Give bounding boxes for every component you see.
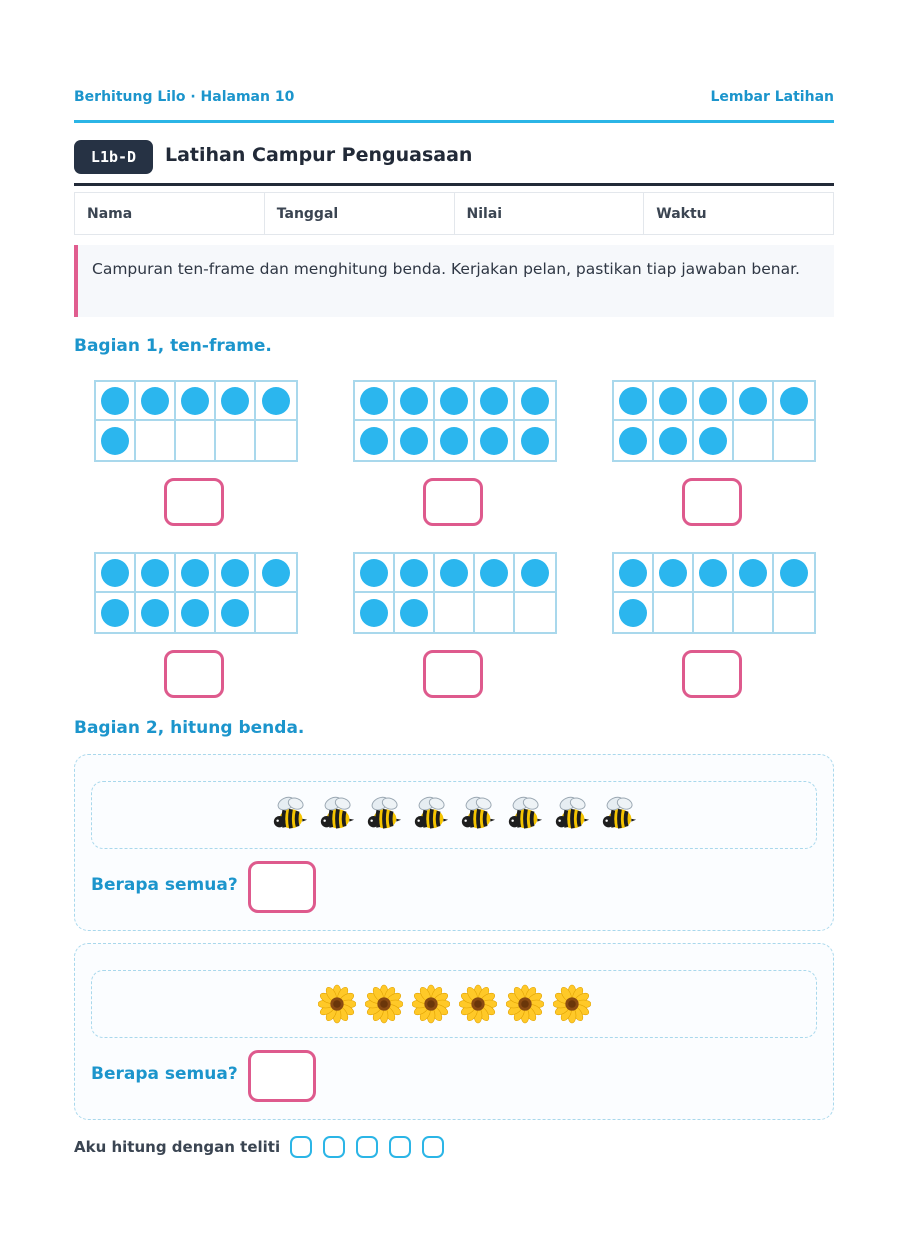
counter-dot (619, 559, 647, 587)
bee-icon (318, 795, 356, 835)
ten-frame-cell (435, 421, 475, 460)
ten-frame-cell (216, 421, 256, 460)
counter-dot (181, 559, 209, 587)
counter-dot (739, 387, 767, 415)
counter-dot (181, 599, 209, 627)
counter-dot (440, 559, 468, 587)
ten-frame-cell (96, 554, 136, 593)
answer-box-bees[interactable] (248, 861, 316, 913)
bee-icon (271, 795, 309, 835)
page-title: Latihan Campur Penguasaan (165, 144, 473, 166)
bee-icon (553, 795, 591, 835)
counter-dot (360, 427, 388, 455)
counter-dot (400, 599, 428, 627)
self-check-row (74, 1134, 455, 1160)
part2-title: Bagian 2, hitung benda. (74, 718, 305, 738)
ten-frame-cell (435, 382, 475, 421)
counter-dot (181, 387, 209, 415)
self-check-label: Aku hitung dengan teliti (74, 1138, 281, 1156)
ten-frame-answer-box[interactable] (164, 650, 224, 698)
ten-frame-cell (395, 421, 435, 460)
title-row (74, 140, 834, 186)
self-check-box[interactable] (422, 1136, 444, 1158)
ten-frame-cell (774, 554, 814, 593)
bee-icon (365, 795, 403, 835)
ten-frame-cell (176, 593, 216, 632)
counter-dot (699, 427, 727, 455)
ten-frame-item (612, 380, 816, 530)
ten-frame-cell (395, 593, 435, 632)
ten-frame-cell (694, 554, 734, 593)
counter-dot (101, 427, 129, 455)
ten-frame-cell (256, 382, 296, 421)
ten-frame-item (612, 552, 816, 702)
counter-dot (360, 599, 388, 627)
counter-dot (141, 559, 169, 587)
page-header (74, 88, 834, 123)
counter-dot (659, 427, 687, 455)
ten-frame-answer-box[interactable] (164, 478, 224, 526)
ten-frame-item (353, 552, 557, 702)
counter-dot (659, 387, 687, 415)
counter-dot (780, 387, 808, 415)
counter-dot (262, 559, 290, 587)
bee-icon (459, 795, 497, 835)
ten-frame-cell (475, 593, 515, 632)
ten-frame (94, 552, 298, 634)
ten-frame-cell (96, 421, 136, 460)
brand-label: Berhitung Lilo · Halaman 10 (74, 89, 295, 105)
counter-dot (101, 559, 129, 587)
ten-frame-cell (256, 554, 296, 593)
ten-frame-cell (475, 421, 515, 460)
ten-frame-cell (136, 593, 176, 632)
student-info-fields (74, 192, 834, 235)
ten-frame-cell (734, 593, 774, 632)
counter-dot (221, 599, 249, 627)
counter-dot (440, 427, 468, 455)
sunflower-icon (318, 984, 356, 1024)
ten-frame-cell (515, 382, 555, 421)
sunflower-icon (365, 984, 403, 1024)
answer-box-flowers[interactable] (248, 1050, 316, 1102)
ten-frame-cell (136, 421, 176, 460)
ten-frame-cell (654, 382, 694, 421)
ten-frame-cell (734, 382, 774, 421)
ten-frame-cell (475, 554, 515, 593)
counter-dot (480, 427, 508, 455)
counter-dot (480, 387, 508, 415)
ten-frame-cell (614, 382, 654, 421)
counter-dot (221, 559, 249, 587)
counter-dot (619, 599, 647, 627)
sheet-type-label: Lembar Latihan (710, 89, 834, 105)
counter-dot (699, 559, 727, 587)
self-check-box[interactable] (356, 1136, 378, 1158)
counter-dot (619, 387, 647, 415)
ten-frame-cell (395, 382, 435, 421)
sunflower-icon (412, 984, 450, 1024)
ten-frame-cell (774, 382, 814, 421)
score-field[interactable]: Nilai (455, 193, 645, 234)
ten-frame-answer-box[interactable] (423, 478, 483, 526)
counter-dot (400, 559, 428, 587)
counter-dot (141, 387, 169, 415)
self-check-box[interactable] (290, 1136, 312, 1158)
counter-dot (739, 559, 767, 587)
flower-objects-strip (91, 970, 817, 1038)
count-panel-flowers (74, 943, 834, 1120)
ten-frame-cell (176, 554, 216, 593)
ten-frame-cell (654, 554, 694, 593)
ten-frame-cell (395, 554, 435, 593)
bee-icon (600, 795, 638, 835)
ten-frame-cell (256, 593, 296, 632)
ten-frame-cell (216, 382, 256, 421)
ten-frame-cell (355, 554, 395, 593)
ten-frame-cell (694, 593, 734, 632)
counter-dot (521, 427, 549, 455)
counter-dot (141, 599, 169, 627)
counter-dot (521, 559, 549, 587)
counter-dot (480, 559, 508, 587)
ten-frame-cell (435, 593, 475, 632)
bee-icon (412, 795, 450, 835)
ten-frame-cell (355, 382, 395, 421)
ten-frame (353, 552, 557, 634)
name-field[interactable]: Nama (75, 193, 265, 234)
sunflower-icon (553, 984, 591, 1024)
ten-frame-cell (355, 593, 395, 632)
ten-frame-answer-box[interactable] (682, 478, 742, 526)
counter-dot (101, 599, 129, 627)
question-label: Berapa semua? (91, 1064, 238, 1084)
ten-frame-answer-box[interactable] (682, 650, 742, 698)
ten-frame (612, 380, 816, 462)
ten-frame-item (94, 380, 298, 530)
ten-frame-answer-box[interactable] (423, 650, 483, 698)
ten-frame-cell (256, 421, 296, 460)
self-check-box[interactable] (323, 1136, 345, 1158)
ten-frame-cell (774, 421, 814, 460)
ten-frame-cell (654, 421, 694, 460)
ten-frame (94, 380, 298, 462)
ten-frame-cell (435, 554, 475, 593)
counter-dot (699, 387, 727, 415)
counter-dot (619, 427, 647, 455)
counter-dot (262, 387, 290, 415)
ten-frame-cell (176, 382, 216, 421)
counter-dot (221, 387, 249, 415)
ten-frame-cell (694, 421, 734, 460)
ten-frame-cell (515, 554, 555, 593)
ten-frame-cell (774, 593, 814, 632)
ten-frame-item (353, 380, 557, 530)
count-panel-bees (74, 754, 834, 931)
counter-dot (780, 559, 808, 587)
bee-icon (506, 795, 544, 835)
sunflower-icon (506, 984, 544, 1024)
counter-dot (400, 427, 428, 455)
ten-frame-item (94, 552, 298, 702)
self-check-box[interactable] (389, 1136, 411, 1158)
ten-frame-cell (694, 382, 734, 421)
self-check-boxes (290, 1136, 455, 1158)
ten-frame-cell (654, 593, 694, 632)
ten-frame-cell (515, 421, 555, 460)
time-field[interactable]: Waktu (656, 206, 707, 222)
ten-frame-cell (96, 593, 136, 632)
ten-frame-cell (355, 421, 395, 460)
ten-frame-cell (176, 421, 216, 460)
counter-dot (400, 387, 428, 415)
ten-frame-cell (96, 382, 136, 421)
counter-dot (360, 387, 388, 415)
instruction-text: Campuran ten-frame dan menghitung benda. Kerjakan pelan, pastikan tiap jawaban benar. (74, 245, 834, 317)
counter-dot (659, 559, 687, 587)
bee-objects-strip (91, 781, 817, 849)
counter-dot (101, 387, 129, 415)
ten-frame-cell (136, 382, 176, 421)
ten-frame-cell (216, 593, 256, 632)
counter-dot (440, 387, 468, 415)
ten-frame-cell (614, 593, 654, 632)
ten-frame-cell (614, 554, 654, 593)
ten-frame (353, 380, 557, 462)
ten-frame-cell (614, 421, 654, 460)
date-field[interactable]: Tanggal (265, 193, 455, 234)
ten-frame-cell (515, 593, 555, 632)
sunflower-icon (459, 984, 497, 1024)
ten-frame-cell (734, 421, 774, 460)
ten-frame-cell (734, 554, 774, 593)
lesson-code-badge: L1b-D (74, 140, 153, 174)
ten-frame-cell (216, 554, 256, 593)
ten-frame (612, 552, 816, 634)
question-label: Berapa semua? (91, 875, 238, 895)
counter-dot (360, 559, 388, 587)
ten-frame-cell (475, 382, 515, 421)
counter-dot (521, 387, 549, 415)
part1-title: Bagian 1, ten-frame. (74, 336, 272, 356)
ten-frame-cell (136, 554, 176, 593)
